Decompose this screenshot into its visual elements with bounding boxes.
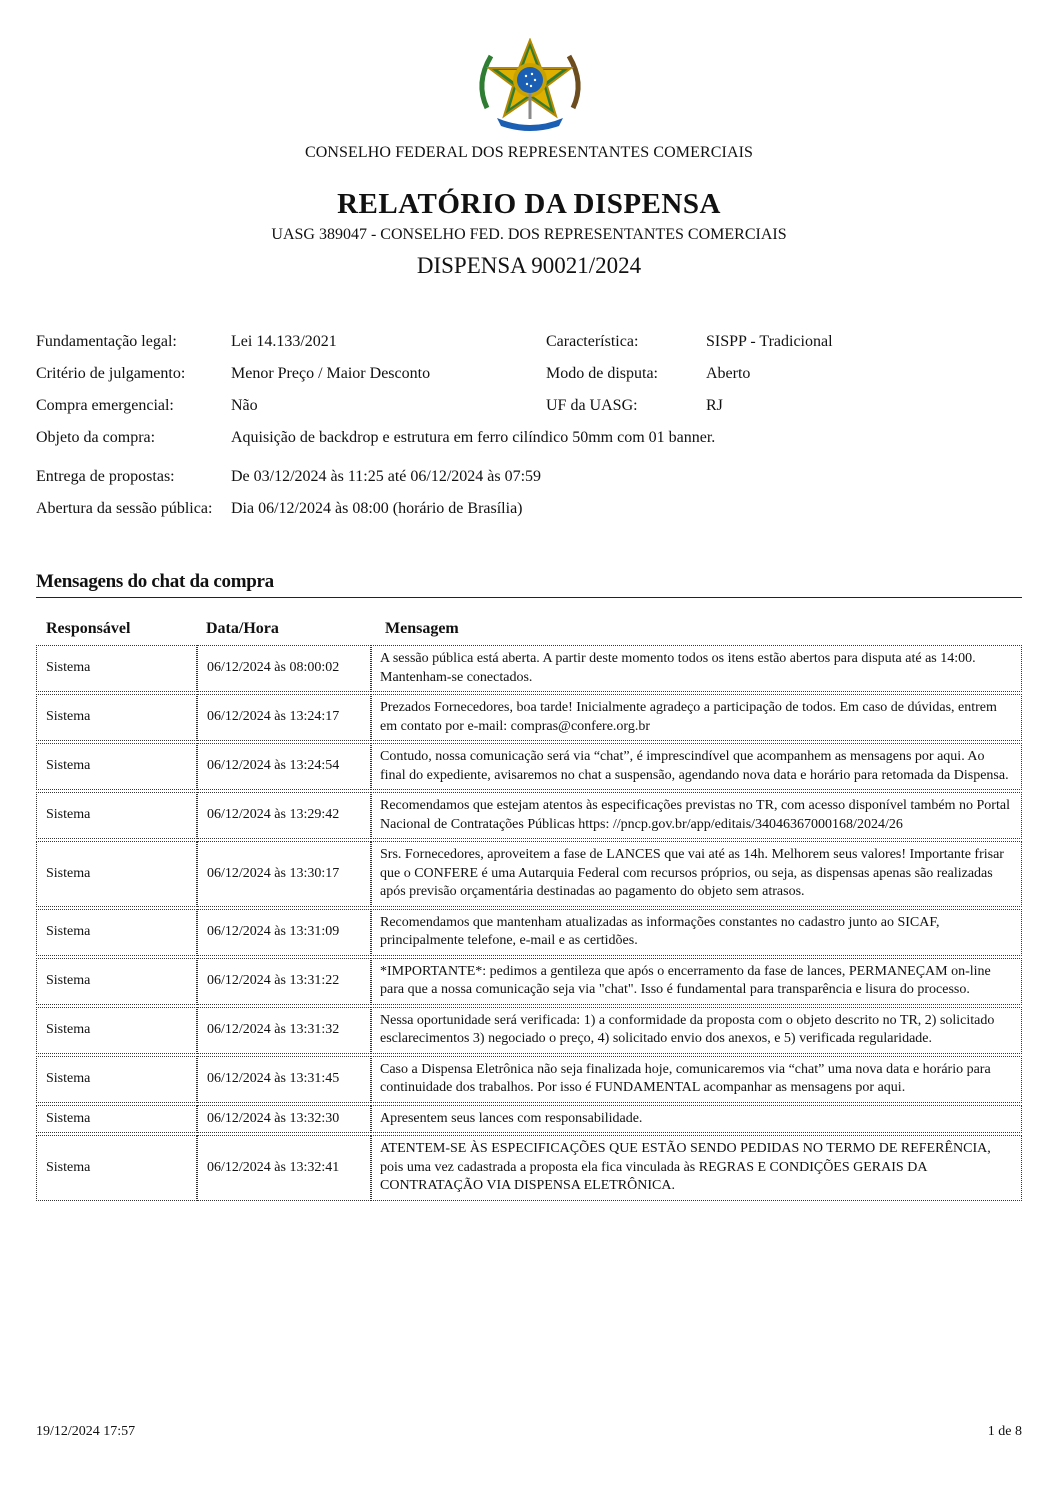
fundamentacao-value: Lei 14.133/2021 <box>231 333 337 350</box>
row-responsavel: Sistema <box>36 743 197 790</box>
chat-table <box>36 643 1022 1203</box>
row-datetime: 06/12/2024 às 13:31:32 <box>197 1007 371 1054</box>
uf-label: UF da UASG: <box>546 397 638 414</box>
caracteristica-label: Característica: <box>546 333 639 350</box>
footer-timestamp: 19/12/2024 17:57 <box>36 1424 136 1439</box>
emergencial-value: Não <box>231 397 258 414</box>
modo-value: Aberto <box>706 365 751 382</box>
row-message: Recomendamos que mantenham atualizadas as informações constantes no cadastro junto ao SICAF, principalmente telefone, e-mail e as certidões. <box>371 909 1022 956</box>
emergencial-label: Compra emergencial: <box>36 397 174 414</box>
coat-of-arms-emblem <box>469 38 591 133</box>
criterio-value: Menor Preço / Maior Desconto <box>231 365 431 382</box>
row-datetime: 06/12/2024 às 13:30:17 <box>197 841 371 907</box>
table-row <box>36 909 1022 956</box>
row-datetime: 06/12/2024 às 13:24:54 <box>197 743 371 790</box>
row-responsavel: Sistema <box>36 694 197 741</box>
objeto-value: Aquisição de backdrop e estrutura em ferro cilíndico 50mm com 01 banner. <box>231 429 716 446</box>
row-message: Prezados Fornecedores, boa tarde! Inicialmente agradeço a participação de todos. Em caso de dúvidas, entrem em contato por e-mail: compras@confere.org.br <box>371 694 1022 741</box>
entrega-label: Entrega de propostas: <box>36 468 175 485</box>
modo-label: Modo de disputa: <box>546 365 658 382</box>
table-row <box>36 792 1022 839</box>
row-message: ATENTEM-SE ÀS ESPECIFICAÇÕES QUE ESTÃO SENDO PEDIDAS NO TERMO DE REFERÊNCIA, pois uma vez cadastrada a proposta ela fica vinculada às REGRAS E CONDIÇÕES GERAIS DA CONTRATAÇÃO VIA DISPENSA ELETRÔNICA. <box>371 1135 1022 1201</box>
table-row <box>36 1056 1022 1103</box>
abertura-value: Dia 06/12/2024 às 08:00 (horário de Brasília) <box>231 500 523 517</box>
table-row <box>36 743 1022 790</box>
row-datetime: 06/12/2024 às 13:29:42 <box>197 792 371 839</box>
chat-section-title: Mensagens do chat da compra <box>36 571 1022 598</box>
table-row <box>36 1105 1022 1134</box>
criterio-label: Critério de julgamento: <box>36 365 186 382</box>
table-row <box>36 694 1022 741</box>
col-header-responsavel: Responsável <box>46 620 131 637</box>
report-title: RELATÓRIO DA DISPENSA <box>337 188 721 220</box>
row-responsavel: Sistema <box>36 1056 197 1103</box>
row-responsavel: Sistema <box>36 1135 197 1201</box>
row-message: Caso a Dispensa Eletrônica não seja finalizada hoje, comunicaremos via “chat” uma nova data e horário para continuidade dos trabalhos. Por isso é FUNDAMENTAL acompanhar as mensagens por aqui. <box>371 1056 1022 1103</box>
row-responsavel: Sistema <box>36 1105 197 1134</box>
row-message: *IMPORTANTE*: pedimos a gentileza que após o encerramento da fase de lances, PERMANEÇAM on-line para que a nossa comunicação seja via "chat". Isso é fundamental para transparência e lisura do processo. <box>371 958 1022 1005</box>
row-datetime: 06/12/2024 às 13:32:41 <box>197 1135 371 1201</box>
entrega-value: De 03/12/2024 às 11:25 até 06/12/2024 às 07:59 <box>231 468 542 485</box>
dispensa-number: DISPENSA 90021/2024 <box>416 253 642 278</box>
uf-value: RJ <box>706 397 723 414</box>
row-responsavel: Sistema <box>36 841 197 907</box>
table-row <box>36 645 1022 692</box>
organization-name: CONSELHO FEDERAL DOS REPRESENTANTES COMERCIAIS <box>304 144 754 161</box>
row-datetime: 06/12/2024 às 13:32:30 <box>197 1105 371 1134</box>
row-message: Recomendamos que estejam atentos às especificações previstas no TR, com acesso disponível também no Portal Nacional de Contratações Públicas https: //pncp.gov.br/app/editais/34046367000168/2024/26 <box>371 792 1022 839</box>
fundamentacao-label: Fundamentação legal: <box>36 333 177 350</box>
row-message: Contudo, nossa comunicação será via “chat”, é imprescindível que acompanhem as mensagens por aqui. Ao final do expediente, avisaremos no chat a suspensão, agendando nova data e horário para retomada da Dispensa. <box>371 743 1022 790</box>
row-datetime: 06/12/2024 às 13:31:09 <box>197 909 371 956</box>
row-responsavel: Sistema <box>36 645 197 692</box>
row-message: Apresentem seus lances com responsabilidade. <box>371 1105 1022 1134</box>
row-message: Srs. Fornecedores, aproveitem a fase de LANCES que vai até as 14h. Melhorem seus valores! Importante frisar que o CONFERE é uma Autarquia Federal com recursos próprios, ou seja, as dispensas apenas são realizadas após previsão orçamentária destinadas ao pagamento do objeto sem atrasos. <box>371 841 1022 907</box>
row-responsavel: Sistema <box>36 792 197 839</box>
table-row <box>36 841 1022 907</box>
row-datetime: 06/12/2024 às 08:00:02 <box>197 645 371 692</box>
table-row <box>36 1135 1022 1201</box>
row-message: A sessão pública está aberta. A partir deste momento todos os itens estão abertos para disputa até as 14:00. Mantenham-se conectados. <box>371 645 1022 692</box>
caracteristica-value: SISPP - Tradicional <box>706 333 833 350</box>
col-header-data: Data/Hora <box>206 620 279 637</box>
row-responsavel: Sistema <box>36 958 197 1005</box>
abertura-label: Abertura da sessão pública: <box>36 500 213 517</box>
row-datetime: 06/12/2024 às 13:31:22 <box>197 958 371 1005</box>
row-responsavel: Sistema <box>36 1007 197 1054</box>
table-row <box>36 958 1022 1005</box>
col-header-mensagem: Mensagem <box>385 620 459 637</box>
row-datetime: 06/12/2024 às 13:31:45 <box>197 1056 371 1103</box>
uasg-line: UASG 389047 - CONSELHO FED. DOS REPRESENTANTES COMERCIAIS <box>271 226 787 243</box>
row-message: Nessa oportunidade será verificada: 1) a conformidade da proposta com o objeto descrito no TR, 2) solicitado esclarecimentos 3) negociado o preço, 4) solicitado envio dos anexos, e 5) verificada regularidade. <box>371 1007 1022 1054</box>
row-responsavel: Sistema <box>36 909 197 956</box>
chat-table-body <box>36 645 1022 1201</box>
table-row <box>36 1007 1022 1054</box>
footer-page-number: 1 de 8 <box>987 1424 1022 1439</box>
objeto-label: Objeto da compra: <box>36 429 156 446</box>
row-datetime: 06/12/2024 às 13:24:17 <box>197 694 371 741</box>
